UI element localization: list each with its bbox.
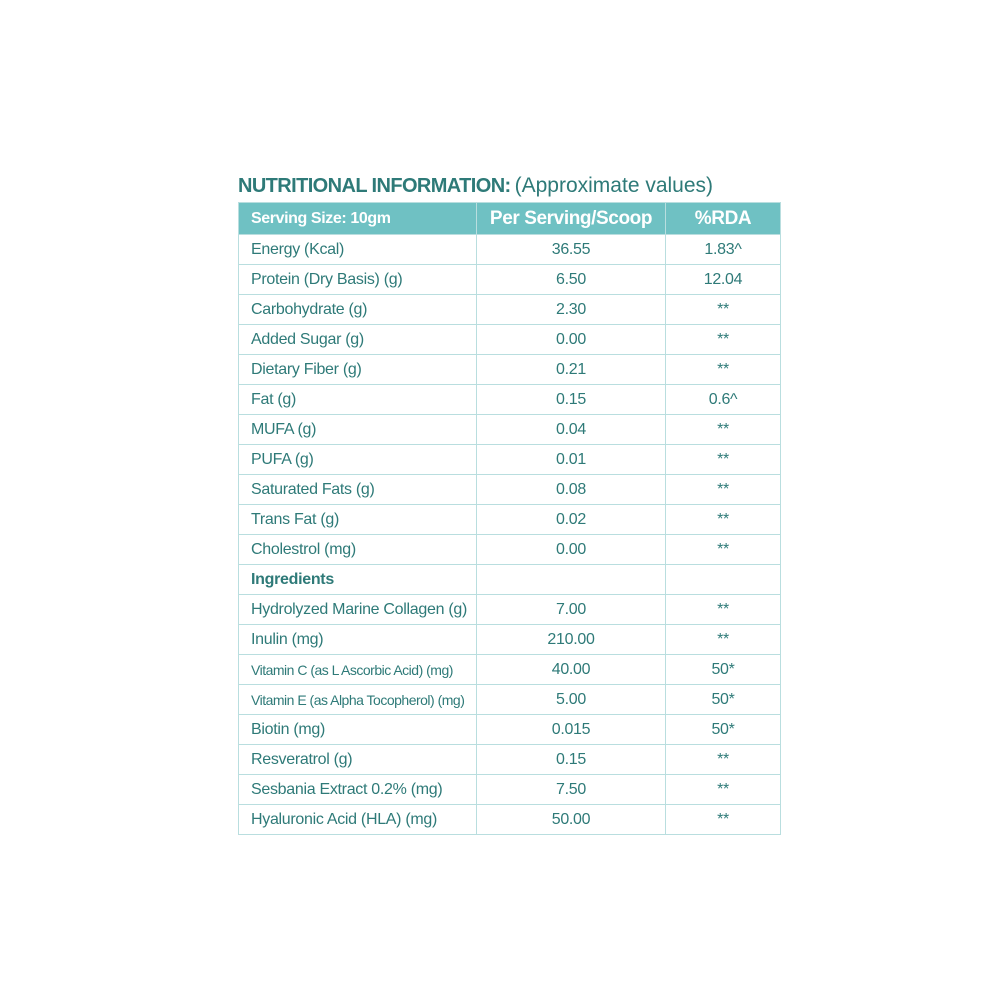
- table-row: [239, 715, 781, 745]
- nutrient-value: 0.02: [477, 505, 666, 535]
- ingredient-name: Vitamin C (as L Ascorbic Acid) (mg): [239, 655, 477, 685]
- table-row: [239, 235, 781, 265]
- nutrition-title: [238, 170, 780, 202]
- ingredient-value: 0.15: [477, 745, 666, 775]
- nutrient-rda: **: [666, 505, 781, 535]
- nutrient-value: 0.04: [477, 415, 666, 445]
- nutrient-rda: 1.83^: [666, 235, 781, 265]
- nutrient-name: Saturated Fats (g): [239, 475, 477, 505]
- nutrient-name: Carbohydrate (g): [239, 295, 477, 325]
- nutrient-rda: 12.04: [666, 265, 781, 295]
- nutrient-name: Trans Fat (g): [239, 505, 477, 535]
- header-rda: %RDA: [666, 203, 781, 235]
- table-row: [239, 655, 781, 685]
- header-serving-size: Serving Size: 10gm: [239, 203, 477, 235]
- nutrient-name: Protein (Dry Basis) (g): [239, 265, 477, 295]
- nutrition-panel: [238, 170, 780, 835]
- nutrient-name: Dietary Fiber (g): [239, 355, 477, 385]
- nutrient-value: 0.01: [477, 445, 666, 475]
- ingredient-rda: **: [666, 775, 781, 805]
- table-row: [239, 265, 781, 295]
- ingredient-value: 7.50: [477, 775, 666, 805]
- nutrition-table: [238, 202, 781, 835]
- nutrient-value: 0.21: [477, 355, 666, 385]
- nutrient-name: Energy (Kcal): [239, 235, 477, 265]
- nutrient-value: 2.30: [477, 295, 666, 325]
- table-row: [239, 745, 781, 775]
- nutrient-name: Cholestrol (mg): [239, 535, 477, 565]
- ingredient-rda: **: [666, 745, 781, 775]
- empty-cell: [666, 565, 781, 595]
- nutrient-rda: **: [666, 325, 781, 355]
- table-header-row: [239, 203, 781, 235]
- ingredient-value: 50.00: [477, 805, 666, 835]
- nutrient-value: 0.00: [477, 325, 666, 355]
- title-subheading: (Approximate values): [514, 174, 714, 197]
- ingredient-name: Sesbania Extract 0.2% (mg): [239, 775, 477, 805]
- nutrient-rda: **: [666, 475, 781, 505]
- ingredient-name: Hydrolyzed Marine Collagen (g): [239, 595, 477, 625]
- table-row: [239, 775, 781, 805]
- nutrient-rda: **: [666, 355, 781, 385]
- table-row: [239, 625, 781, 655]
- table-row: [239, 505, 781, 535]
- nutrient-rda: **: [666, 535, 781, 565]
- ingredient-name: Inulin (mg): [239, 625, 477, 655]
- nutrient-name: PUFA (g): [239, 445, 477, 475]
- table-row: [239, 295, 781, 325]
- ingredient-name: Hyaluronic Acid (HLA) (mg): [239, 805, 477, 835]
- ingredient-name: Vitamin E (as Alpha Tocopherol) (mg): [239, 685, 477, 715]
- title-heading: NUTRITIONAL INFORMATION:: [238, 175, 511, 197]
- nutrient-name: MUFA (g): [239, 415, 477, 445]
- table-row: [239, 355, 781, 385]
- ingredient-value: 5.00: [477, 685, 666, 715]
- table-row: [239, 595, 781, 625]
- nutrient-rda: **: [666, 445, 781, 475]
- ingredient-rda: **: [666, 805, 781, 835]
- header-per-serving: Per Serving/Scoop: [477, 203, 666, 235]
- table-row: [239, 385, 781, 415]
- ingredient-rda: **: [666, 595, 781, 625]
- nutrient-value: 36.55: [477, 235, 666, 265]
- ingredient-value: 7.00: [477, 595, 666, 625]
- table-row: [239, 325, 781, 355]
- ingredients-heading: Ingredients: [239, 565, 477, 595]
- nutrient-value: 0.15: [477, 385, 666, 415]
- nutrient-rda: 0.6^: [666, 385, 781, 415]
- nutrient-value: 6.50: [477, 265, 666, 295]
- nutrient-name: Added Sugar (g): [239, 325, 477, 355]
- ingredient-value: 40.00: [477, 655, 666, 685]
- table-row: [239, 415, 781, 445]
- table-row: [239, 535, 781, 565]
- ingredient-value: 210.00: [477, 625, 666, 655]
- table-row: [239, 475, 781, 505]
- empty-cell: [477, 565, 666, 595]
- ingredients-section-row: [239, 565, 781, 595]
- nutrient-value: 0.08: [477, 475, 666, 505]
- nutrient-value: 0.00: [477, 535, 666, 565]
- ingredient-rda: **: [666, 625, 781, 655]
- table-row: [239, 805, 781, 835]
- ingredient-rda: 50*: [666, 715, 781, 745]
- nutrient-name: Fat (g): [239, 385, 477, 415]
- nutrient-rda: **: [666, 415, 781, 445]
- table-row: [239, 445, 781, 475]
- ingredient-value: 0.015: [477, 715, 666, 745]
- ingredient-name: Resveratrol (g): [239, 745, 477, 775]
- ingredient-rda: 50*: [666, 685, 781, 715]
- table-row: [239, 685, 781, 715]
- ingredient-rda: 50*: [666, 655, 781, 685]
- nutrient-rda: **: [666, 295, 781, 325]
- ingredient-name: Biotin (mg): [239, 715, 477, 745]
